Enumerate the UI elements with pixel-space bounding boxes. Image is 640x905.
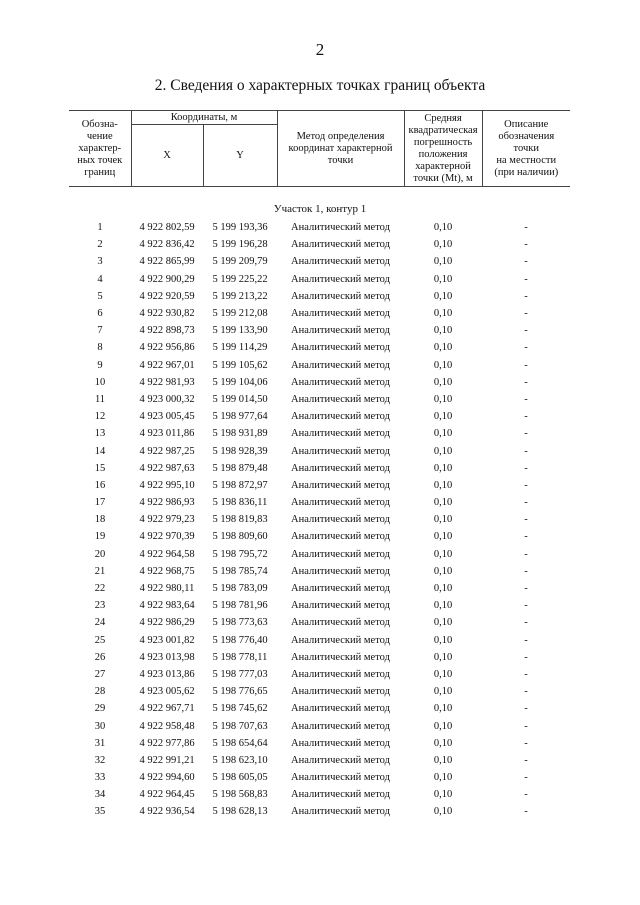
method-cell: Аналитический метод — [291, 308, 390, 320]
description-cell: - — [524, 273, 528, 285]
description-cell: - — [524, 325, 528, 337]
method-cell: Аналитический метод — [291, 222, 390, 234]
description-cell: - — [524, 479, 528, 491]
coord-x-cell: 4 922 967,01 — [139, 359, 195, 371]
coord-y-cell: 5 198 931,89 — [212, 428, 268, 440]
point-number-cell: 31 — [94, 737, 106, 749]
mt-error-cell: 0,10 — [433, 290, 453, 302]
table-row — [69, 752, 570, 769]
coord-y-cell: 5 199 133,90 — [212, 325, 268, 337]
table-row — [69, 442, 570, 459]
table-row — [69, 271, 570, 288]
coord-x-cell: 4 922 802,59 — [139, 222, 195, 234]
section-title: 2. Сведения о характерных точках границ объекта — [154, 77, 486, 94]
coord-y-cell: 5 199 209,79 — [212, 256, 268, 268]
coord-x-cell: 4 923 005,62 — [139, 686, 195, 698]
method-cell: Аналитический метод — [291, 428, 390, 440]
description-cell: - — [524, 393, 528, 405]
mt-error-cell: 0,10 — [433, 720, 453, 732]
description-cell: - — [524, 290, 528, 302]
description-cell: - — [524, 772, 528, 784]
coord-y-cell: 5 198 776,40 — [212, 634, 268, 646]
point-number-cell: 1 — [97, 222, 103, 234]
table-row — [69, 769, 570, 786]
coord-x-cell: 4 922 930,82 — [139, 308, 195, 320]
coord-x-cell: 4 922 986,29 — [139, 617, 195, 629]
table-row — [69, 425, 570, 442]
header-x: X — [131, 125, 203, 187]
description-cell: - — [524, 411, 528, 423]
mt-error-cell: 0,10 — [433, 359, 453, 371]
mt-error-cell: 0,10 — [433, 273, 453, 285]
table-row — [69, 683, 570, 700]
header-method: Метод определения координат характерной точки — [277, 111, 404, 187]
coord-y-cell: 5 199 212,08 — [212, 308, 268, 320]
method-cell: Аналитический метод — [291, 583, 390, 595]
method-cell: Аналитический метод — [291, 514, 390, 526]
method-cell: Аналитический метод — [291, 325, 390, 337]
coord-y-cell: 5 198 872,97 — [212, 479, 268, 491]
coord-x-cell: 4 922 865,99 — [139, 256, 195, 268]
region-caption: Участок 1, контур 1 — [273, 203, 367, 215]
description-cell: - — [524, 376, 528, 388]
table-row — [69, 717, 570, 734]
coord-y-cell: 5 199 213,22 — [212, 290, 268, 302]
coord-y-cell: 5 198 785,74 — [212, 565, 268, 577]
description-cell: - — [524, 703, 528, 715]
table-row — [69, 632, 570, 649]
mt-error-cell: 0,10 — [433, 583, 453, 595]
method-cell: Аналитический метод — [291, 737, 390, 749]
point-number-cell: 25 — [94, 634, 106, 646]
table-row — [69, 477, 570, 494]
method-cell: Аналитический метод — [291, 239, 390, 251]
mt-error-cell: 0,10 — [433, 806, 453, 818]
mt-error-cell: 0,10 — [433, 308, 453, 320]
method-cell: Аналитический метод — [291, 393, 390, 405]
coord-y-cell: 5 199 114,29 — [212, 342, 268, 354]
mt-error-cell: 0,10 — [433, 634, 453, 646]
table-row — [69, 322, 570, 339]
header-error: Средняя квадратическая погрешность положения характерной точки (Mt), м — [404, 111, 482, 187]
description-cell: - — [524, 720, 528, 732]
coord-x-cell: 4 923 001,82 — [139, 634, 195, 646]
coord-y-cell: 5 198 773,63 — [212, 617, 268, 629]
mt-error-cell: 0,10 — [433, 754, 453, 766]
table-row — [69, 597, 570, 614]
point-number-cell: 20 — [94, 548, 106, 560]
method-cell: Аналитический метод — [291, 720, 390, 732]
method-cell: Аналитический метод — [291, 411, 390, 423]
method-cell: Аналитический метод — [291, 772, 390, 784]
coord-x-cell: 4 922 983,64 — [139, 600, 195, 612]
coord-y-cell: 5 199 225,22 — [212, 273, 268, 285]
coord-y-cell: 5 198 778,11 — [212, 651, 268, 663]
table-row — [69, 666, 570, 683]
description-cell: - — [524, 651, 528, 663]
table-row — [69, 305, 570, 322]
method-cell: Аналитический метод — [291, 617, 390, 629]
coord-y-cell: 5 198 928,39 — [212, 445, 268, 457]
table-row — [69, 339, 570, 356]
point-number-cell: 23 — [94, 600, 106, 612]
point-number-cell: 11 — [94, 393, 106, 405]
coord-x-cell: 4 922 994,60 — [139, 772, 195, 784]
coord-x-cell: 4 922 920,59 — [139, 290, 195, 302]
table-row — [69, 700, 570, 717]
coord-x-cell: 4 923 005,45 — [139, 411, 195, 423]
point-number-cell: 15 — [94, 462, 106, 474]
header-description: Описание обозначения точки на местности (при наличии) — [482, 111, 570, 187]
page-number: 2 — [315, 40, 325, 59]
point-number-cell: 13 — [94, 428, 106, 440]
mt-error-cell: 0,10 — [433, 445, 453, 457]
mt-error-cell: 0,10 — [433, 703, 453, 715]
description-cell: - — [524, 754, 528, 766]
mt-error-cell: 0,10 — [433, 531, 453, 543]
point-number-cell: 33 — [94, 772, 106, 784]
coord-y-cell: 5 199 105,62 — [212, 359, 268, 371]
table-row — [69, 460, 570, 477]
coord-x-cell: 4 922 956,86 — [139, 342, 195, 354]
point-number-cell: 19 — [94, 531, 106, 543]
point-number-cell: 2 — [97, 239, 103, 251]
point-number-cell: 21 — [94, 565, 106, 577]
method-cell: Аналитический метод — [291, 342, 390, 354]
description-cell: - — [524, 497, 528, 509]
table-row — [69, 391, 570, 408]
method-cell: Аналитический метод — [291, 686, 390, 698]
description-cell: - — [524, 600, 528, 612]
table-row — [69, 528, 570, 545]
coord-x-cell: 4 923 011,86 — [139, 428, 195, 440]
table-row — [69, 614, 570, 631]
coord-y-cell: 5 198 707,63 — [212, 720, 268, 732]
description-cell: - — [524, 342, 528, 354]
coord-x-cell: 4 922 964,45 — [139, 789, 195, 801]
point-number-cell: 12 — [94, 411, 106, 423]
description-cell: - — [524, 359, 528, 371]
description-cell: - — [524, 531, 528, 543]
description-cell: - — [524, 256, 528, 268]
mt-error-cell: 0,10 — [433, 617, 453, 629]
table-row — [69, 511, 570, 528]
point-number-cell: 18 — [94, 514, 106, 526]
method-cell: Аналитический метод — [291, 376, 390, 388]
coord-y-cell: 5 199 014,50 — [212, 393, 268, 405]
coord-x-cell: 4 923 013,86 — [139, 668, 195, 680]
description-cell: - — [524, 806, 528, 818]
coord-y-cell: 5 198 605,05 — [212, 772, 268, 784]
mt-error-cell: 0,10 — [433, 514, 453, 526]
table-row — [69, 803, 570, 820]
coord-y-cell: 5 198 628,13 — [212, 806, 268, 818]
mt-error-cell: 0,10 — [433, 428, 453, 440]
method-cell: Аналитический метод — [291, 565, 390, 577]
table-row — [69, 357, 570, 374]
mt-error-cell: 0,10 — [433, 376, 453, 388]
point-number-cell: 22 — [94, 583, 106, 595]
coord-x-cell: 4 922 958,48 — [139, 720, 195, 732]
method-cell: Аналитический метод — [291, 256, 390, 268]
method-cell: Аналитический метод — [291, 531, 390, 543]
method-cell: Аналитический метод — [291, 548, 390, 560]
point-number-cell: 34 — [94, 789, 106, 801]
point-number-cell: 4 — [97, 273, 103, 285]
coord-y-cell: 5 199 193,36 — [212, 222, 268, 234]
coord-x-cell: 4 923 000,32 — [139, 393, 195, 405]
mt-error-cell: 0,10 — [433, 789, 453, 801]
point-number-cell: 32 — [94, 754, 106, 766]
mt-error-cell: 0,10 — [433, 325, 453, 337]
mt-error-cell: 0,10 — [433, 772, 453, 784]
mt-error-cell: 0,10 — [433, 256, 453, 268]
point-number-cell: 14 — [94, 445, 106, 457]
coord-y-cell: 5 198 783,09 — [212, 583, 268, 595]
description-cell: - — [524, 583, 528, 595]
method-cell: Аналитический метод — [291, 479, 390, 491]
coord-y-cell: 5 198 777,03 — [212, 668, 268, 680]
point-number-cell: 35 — [94, 806, 106, 818]
mt-error-cell: 0,10 — [433, 668, 453, 680]
coord-x-cell: 4 922 979,23 — [139, 514, 195, 526]
table-row — [69, 374, 570, 391]
coord-x-cell: 4 922 970,39 — [139, 531, 195, 543]
coord-x-cell: 4 922 968,75 — [139, 565, 195, 577]
coord-x-cell: 4 922 986,93 — [139, 497, 195, 509]
description-cell: - — [524, 514, 528, 526]
header-y: Y — [203, 125, 277, 187]
point-number-cell: 17 — [94, 497, 106, 509]
method-cell: Аналитический метод — [291, 634, 390, 646]
description-cell: - — [524, 634, 528, 646]
mt-error-cell: 0,10 — [433, 600, 453, 612]
method-cell: Аналитический метод — [291, 806, 390, 818]
mt-error-cell: 0,10 — [433, 686, 453, 698]
point-number-cell: 27 — [94, 668, 106, 680]
header-coordinates: Координаты, м — [131, 111, 277, 125]
method-cell: Аналитический метод — [291, 754, 390, 766]
table-row — [69, 408, 570, 425]
coord-x-cell: 4 922 995,10 — [139, 479, 195, 491]
point-number-cell: 6 — [97, 308, 103, 320]
mt-error-cell: 0,10 — [433, 239, 453, 251]
point-number-cell: 29 — [94, 703, 106, 715]
description-cell: - — [524, 462, 528, 474]
coord-x-cell: 4 922 936,54 — [139, 806, 195, 818]
coord-x-cell: 4 922 967,71 — [139, 703, 195, 715]
coord-y-cell: 5 198 745,62 — [212, 703, 268, 715]
table-row — [69, 219, 570, 236]
table-row — [69, 236, 570, 253]
table-row — [69, 563, 570, 580]
mt-error-cell: 0,10 — [433, 651, 453, 663]
coord-x-cell: 4 922 987,63 — [139, 462, 195, 474]
point-number-cell: 30 — [94, 720, 106, 732]
coord-y-cell: 5 198 568,83 — [212, 789, 268, 801]
mt-error-cell: 0,10 — [433, 737, 453, 749]
description-cell: - — [524, 686, 528, 698]
method-cell: Аналитический метод — [291, 290, 390, 302]
table-header — [69, 110, 570, 187]
coord-x-cell: 4 922 964,58 — [139, 548, 195, 560]
header-point-designation: Обозна- чение характер- ных точек границ — [77, 118, 123, 178]
coord-y-cell: 5 198 879,48 — [212, 462, 268, 474]
description-cell: - — [524, 428, 528, 440]
mt-error-cell: 0,10 — [433, 548, 453, 560]
description-cell: - — [524, 239, 528, 251]
table-row — [69, 735, 570, 752]
table-row — [69, 253, 570, 270]
description-cell: - — [524, 617, 528, 629]
point-number-cell: 16 — [94, 479, 106, 491]
mt-error-cell: 0,10 — [433, 411, 453, 423]
coord-y-cell: 5 198 809,60 — [212, 531, 268, 543]
point-rows — [69, 219, 570, 821]
coord-x-cell: 4 922 987,25 — [139, 445, 195, 457]
description-cell: - — [524, 548, 528, 560]
coord-y-cell: 5 198 795,72 — [212, 548, 268, 560]
coord-x-cell: 4 922 977,86 — [139, 737, 195, 749]
point-number-cell: 26 — [94, 651, 106, 663]
coord-y-cell: 5 199 104,06 — [212, 376, 268, 388]
coord-x-cell: 4 922 980,11 — [139, 583, 195, 595]
method-cell: Аналитический метод — [291, 273, 390, 285]
table-row — [69, 580, 570, 597]
coord-x-cell: 4 922 898,73 — [139, 325, 195, 337]
mt-error-cell: 0,10 — [433, 462, 453, 474]
description-cell: - — [524, 308, 528, 320]
mt-error-cell: 0,10 — [433, 497, 453, 509]
coord-x-cell: 4 922 836,42 — [139, 239, 195, 251]
mt-error-cell: 0,10 — [433, 479, 453, 491]
table-row — [69, 546, 570, 563]
description-cell: - — [524, 222, 528, 234]
description-cell: - — [524, 789, 528, 801]
point-number-cell: 10 — [94, 376, 106, 388]
coord-y-cell: 5 198 977,64 — [212, 411, 268, 423]
description-cell: - — [524, 565, 528, 577]
mt-error-cell: 0,10 — [433, 342, 453, 354]
method-cell: Аналитический метод — [291, 359, 390, 371]
method-cell: Аналитический метод — [291, 445, 390, 457]
description-cell: - — [524, 668, 528, 680]
method-cell: Аналитический метод — [291, 600, 390, 612]
table-row — [69, 786, 570, 803]
coord-x-cell: 4 923 013,98 — [139, 651, 195, 663]
method-cell: Аналитический метод — [291, 789, 390, 801]
table-row — [69, 288, 570, 305]
method-cell: Аналитический метод — [291, 462, 390, 474]
coord-y-cell: 5 198 776,65 — [212, 686, 268, 698]
coord-y-cell: 5 199 196,28 — [212, 239, 268, 251]
point-number-cell: 28 — [94, 686, 106, 698]
mt-error-cell: 0,10 — [433, 222, 453, 234]
description-cell: - — [524, 737, 528, 749]
coord-y-cell: 5 198 836,11 — [212, 497, 268, 509]
coord-x-cell: 4 922 991,21 — [139, 754, 195, 766]
point-number-cell: 3 — [97, 256, 103, 268]
method-cell: Аналитический метод — [291, 703, 390, 715]
coord-y-cell: 5 198 654,64 — [212, 737, 268, 749]
description-cell: - — [524, 445, 528, 457]
mt-error-cell: 0,10 — [433, 393, 453, 405]
point-number-cell: 8 — [97, 342, 103, 354]
method-cell: Аналитический метод — [291, 651, 390, 663]
table-row — [69, 649, 570, 666]
coord-x-cell: 4 922 900,29 — [139, 273, 195, 285]
coord-y-cell: 5 198 819,83 — [212, 514, 268, 526]
point-number-cell: 7 — [97, 325, 103, 337]
coord-y-cell: 5 198 781,96 — [212, 600, 268, 612]
point-number-cell: 9 — [97, 359, 103, 371]
coord-x-cell: 4 922 981,93 — [139, 376, 195, 388]
table-row — [69, 494, 570, 511]
method-cell: Аналитический метод — [291, 497, 390, 509]
point-number-cell: 5 — [97, 290, 103, 302]
coord-y-cell: 5 198 623,10 — [212, 754, 268, 766]
method-cell: Аналитический метод — [291, 668, 390, 680]
point-number-cell: 24 — [94, 617, 106, 629]
mt-error-cell: 0,10 — [433, 565, 453, 577]
